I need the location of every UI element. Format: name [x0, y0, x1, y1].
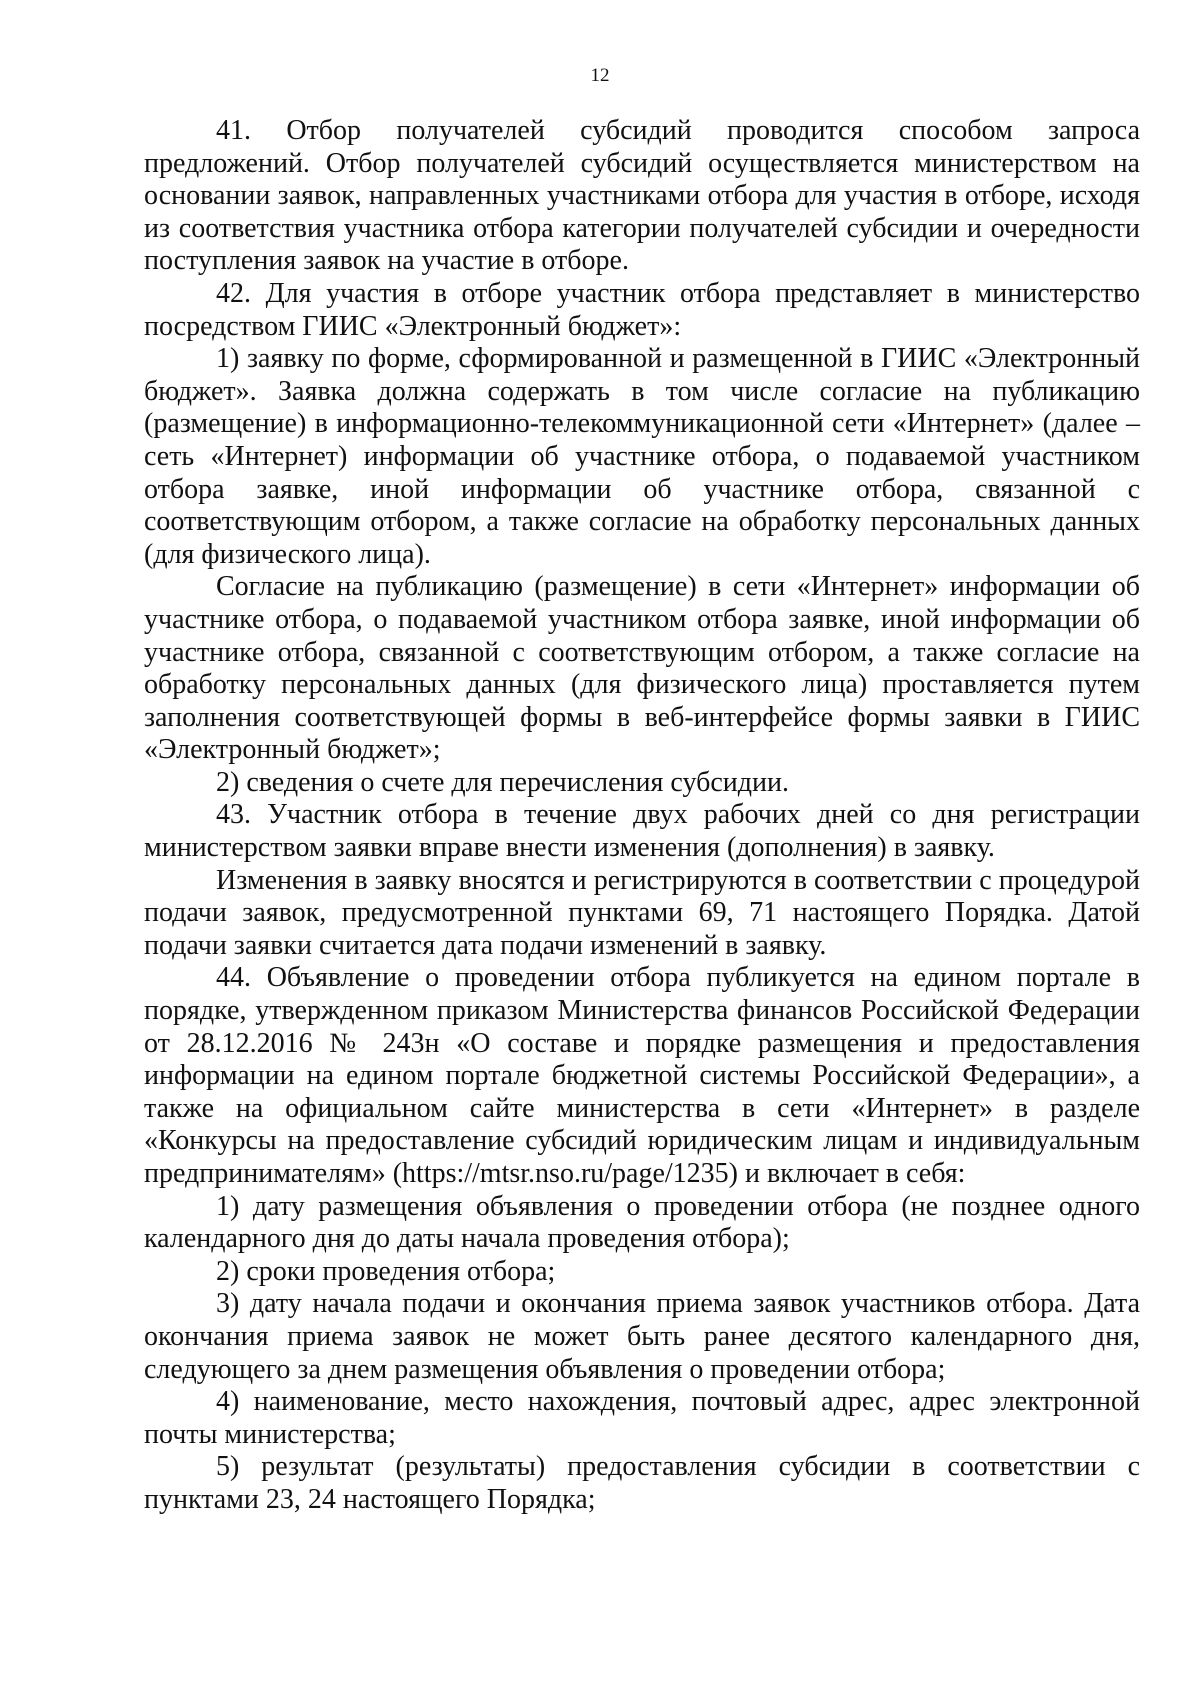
- paragraph-changes: Изменения в заявку вносятся и регистрируются в соответствии с процедурой подачи заявок, предусмотренной пунктами 69, 71 настоящего Порядка. Датой подачи заявки считается дата подачи изменений в заявку.: [144, 864, 1140, 961]
- paragraph-41: 41. Отбор получателей субсидий проводится способом запроса предложений. Отбор получателей субсидий осуществляется министерством на основании заявок, направленных участниками отбора для участия в отборе, исходя из соответствия участника отбора категории получателей субсидии и очередности поступления заявок на участие в отборе.: [144, 115, 1140, 277]
- paragraph-42-item-2: 2) сведения о счете для перечисления субсидии.: [216, 766, 789, 798]
- paragraph-44-item-2: 2) сроки проведения отбора;: [216, 1255, 556, 1287]
- paragraph-44-item-4: 4) наименование, место нахождения, почтовый адрес, адрес электронной почты министерства;: [144, 1386, 1140, 1450]
- paragraph-44: 44. Объявление о проведении отбора публикуется на едином портале в порядке, утвержденном приказом Министерства финансов Российской Федерации от 28.12.2016 № 243н «О составе и порядке размещения и предоставления информации на едином портале бюджетной системы Российской Федерации», а также на официальном сайте министерства в сети «Интернет» в разделе «Конкурсы на предоставление субсидий юридическим лицам и индивидуальным предпринимателям» (https://mtsr.nso.ru/page/1235) и включает в себя:: [144, 962, 1140, 1189]
- paragraph-44-item-1: 1) дату размещения объявления о проведении отбора (не позднее одного календарного дня до даты начала проведения отбора);: [144, 1190, 1140, 1255]
- paragraph-43: 43. Участник отбора в течение двух рабочих дней со дня регистрации министерством заявки вправе внести изменения (дополнения) в заявку.: [144, 799, 1140, 864]
- document-body: [144, 115, 1140, 1517]
- paragraph-42: 42. Для участия в отборе участник отбора представляет в министерство посредством ГИИС «Электронный бюджет»:: [144, 277, 1140, 342]
- paragraph-consent: Согласие на публикацию (размещение) в сети «Интернет» информации об участнике отбора, о подаваемой участником отбора заявке, иной информации об участнике отбора, связанной с соответствующим отбором, а также согласие на обработку персональных данных (для физического лица) проставляется путем заполнения соответствующей формы в веб-интерфейсе формы заявки в ГИИС «Электронный бюджет»;: [144, 571, 1140, 766]
- page-number: 12: [590, 65, 610, 86]
- paragraph-44-item-3: 3) дату начала подачи и окончания приема заявок участников отбора. Дата окончания приема заявок не может быть ранее десятого календарного дня, следующего за днем размещения объявления о проведении отбора;: [144, 1288, 1140, 1385]
- paragraph-44-item-5: 5) результат (результаты) предоставления субсидии в соответствии с пунктами 23, 24 настоящего Порядка;: [144, 1451, 1140, 1515]
- paragraph-42-item-1: 1) заявку по форме, сформированной и размещенной в ГИИС «Электронный бюджет». Заявка должна содержать в том числе согласие на публикацию (размещение) в информационно-телекоммуникационной сети «Интернет» (далее – сеть «Интернет) информации об участнике отбора, о подаваемой участником отбора заявке, иной информации об участнике отбора, связанной с соответствующим отбором, а также согласие на обработку персональных данных (для физического лица).: [144, 343, 1140, 570]
